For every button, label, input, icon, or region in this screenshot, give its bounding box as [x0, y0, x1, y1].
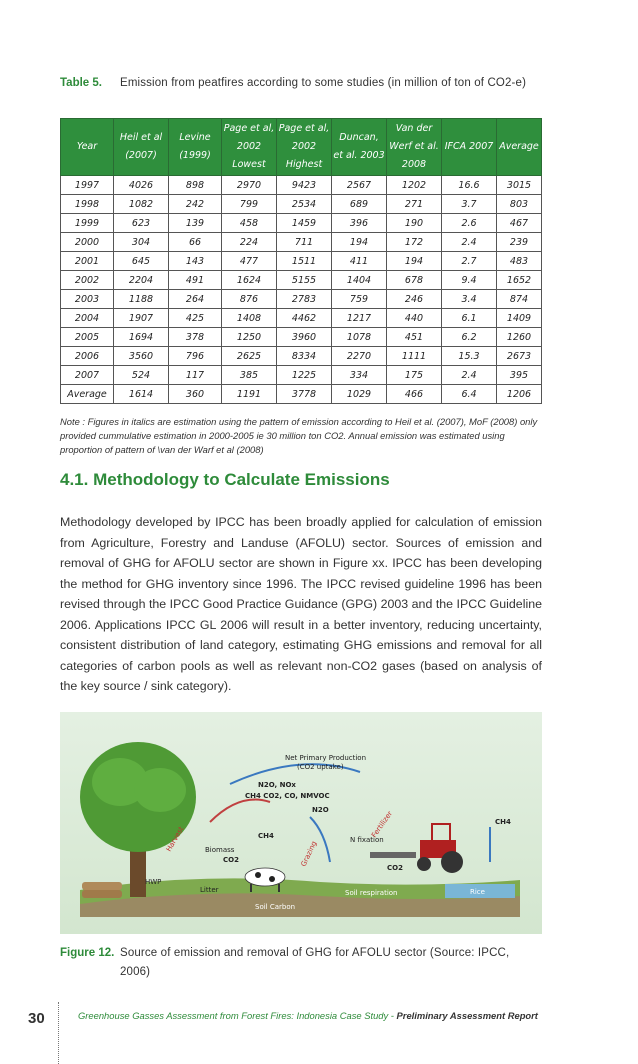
table-cell: 2002 [61, 271, 114, 290]
table-cell: 1191 [222, 385, 277, 404]
footer-divider [58, 1002, 59, 1064]
table-cell: 1408 [222, 309, 277, 328]
page-number: 30 [28, 1010, 45, 1027]
table-row [61, 214, 542, 233]
table-cell: 458 [222, 214, 277, 233]
table-row [61, 233, 542, 252]
table-cell: 2970 [222, 176, 277, 195]
table-cell: 874 [497, 290, 542, 309]
table-cell: 645 [114, 252, 169, 271]
table-cell: Average [61, 385, 114, 404]
n2o-label: N2O [312, 806, 329, 814]
table-cell: 2567 [332, 176, 387, 195]
section-heading: 4.1. Methodology to Calculate Emissions [60, 470, 390, 489]
table-row [61, 271, 542, 290]
table-cell: 2.7 [442, 252, 497, 271]
table-cell: 440 [387, 309, 442, 328]
harvest-label: Harvest [164, 825, 186, 853]
table-header-cell: Year [61, 119, 114, 176]
table-row [61, 309, 542, 328]
table-cell: 194 [332, 233, 387, 252]
table-cell: 2001 [61, 252, 114, 271]
table-cell: 117 [169, 366, 222, 385]
table-cell: 175 [387, 366, 442, 385]
table-cell: 1998 [61, 195, 114, 214]
table-cell: 803 [497, 195, 542, 214]
npp-label: Net Primary Production [285, 754, 367, 762]
table-cell: 2204 [114, 271, 169, 290]
table-cell: 242 [169, 195, 222, 214]
table-cell: 477 [222, 252, 277, 271]
table-header-cell: Van der Werf et al. 2008 [387, 119, 442, 176]
footer-text [78, 1010, 538, 1021]
table-cell: 143 [169, 252, 222, 271]
gases-label: N2O, NOx [258, 781, 296, 789]
table-cell: 1260 [497, 328, 542, 347]
table-cell: 1459 [277, 214, 332, 233]
table-row [61, 290, 542, 309]
table-cell: 1614 [114, 385, 169, 404]
table-cell: 425 [169, 309, 222, 328]
table-cell: 2004 [61, 309, 114, 328]
table-cell: 4462 [277, 309, 332, 328]
table-cell: 3960 [277, 328, 332, 347]
table-header-cell: Page et al, 2002 Highest [277, 119, 332, 176]
table-cell: 1999 [61, 214, 114, 233]
table-cell: 2673 [497, 347, 542, 366]
hwp-label: HWP [145, 878, 162, 886]
rice-label: Rice [470, 888, 485, 896]
figure-caption [60, 944, 542, 982]
table-cell: 3015 [497, 176, 542, 195]
table-cell: 3.7 [442, 195, 497, 214]
table-cell: 9423 [277, 176, 332, 195]
table-cell: 1217 [332, 309, 387, 328]
table-caption-label: Table 5. [60, 77, 102, 89]
table-cell: 451 [387, 328, 442, 347]
biomass-label: Biomass [205, 846, 235, 854]
table-cell: 491 [169, 271, 222, 290]
table-header-row [61, 119, 542, 176]
figure-caption-text: Source of emission and removal of GHG for AFOLU sector (Source: IPCC, 2006) [120, 947, 510, 978]
grazing-label: Grazing [299, 839, 319, 868]
table-header-cell: IFCA 2007 [442, 119, 497, 176]
table-cell: 1907 [114, 309, 169, 328]
table-cell: 271 [387, 195, 442, 214]
table-cell: 6.1 [442, 309, 497, 328]
table-caption [60, 74, 542, 93]
table-header-cell: Page et al, 2002 Lowest [222, 119, 277, 176]
ch4-left-label: CH4 [258, 832, 274, 840]
table-cell: 15.3 [442, 347, 497, 366]
figure-caption-label: Figure 12. [60, 947, 115, 959]
table-caption-text: Emission from peatfires according to some studies (in million of ton of CO2-e) [120, 77, 527, 89]
table-cell: 711 [277, 233, 332, 252]
table-cell: 2270 [332, 347, 387, 366]
afolu-illustration [60, 712, 542, 934]
table-cell: 264 [169, 290, 222, 309]
table-cell: 239 [497, 233, 542, 252]
section-body: Methodology developed by IPCC has been broadly applied for calculation of emission from Agriculture, Forestry and Landuse (AFOLU) sector. Sources of emission and removal of GHG for AFOLU sector are shown in Figure xx. IPCC has been developing the method for GHG inventory since 1996. The IPCC revised guideline 1996 has been revised through the IPCC Good Practice Guidance (GPG) 2003 and the IPCC Guideline 2006. Applications IPCC GL 2006 will result in a better inventory, reducing uncertainty, consistent distribution of land category, estimating GHG emissions and removal for all categories of carbon pools as well as relevant non-CO2 gases (based on analysis of the key source / sink category). [60, 515, 542, 693]
table-cell: 411 [332, 252, 387, 271]
table-header-cell: Heil et al (2007) [114, 119, 169, 176]
table-row [61, 328, 542, 347]
table-cell: 483 [497, 252, 542, 271]
table-cell: 5155 [277, 271, 332, 290]
table-cell: 8334 [277, 347, 332, 366]
table-cell: 1202 [387, 176, 442, 195]
gases2-label: CH4 CO2, CO, NMVOC [245, 792, 330, 800]
table-cell: 224 [222, 233, 277, 252]
table-cell: 360 [169, 385, 222, 404]
table-cell: 1997 [61, 176, 114, 195]
table-cell: 2.6 [442, 214, 497, 233]
table-cell: 689 [332, 195, 387, 214]
table-cell: 304 [114, 233, 169, 252]
table-cell: 3778 [277, 385, 332, 404]
table-cell: 1511 [277, 252, 332, 271]
table-cell: 396 [332, 214, 387, 233]
litter-label: Litter [200, 886, 219, 894]
table-cell: 2000 [61, 233, 114, 252]
table-cell: 9.4 [442, 271, 497, 290]
table-cell: 1404 [332, 271, 387, 290]
table-row [61, 195, 542, 214]
table-cell: 2005 [61, 328, 114, 347]
table-cell: 3.4 [442, 290, 497, 309]
table-cell: 799 [222, 195, 277, 214]
table-cell: 6.4 [442, 385, 497, 404]
table-cell: 467 [497, 214, 542, 233]
table-cell: 395 [497, 366, 542, 385]
table-cell: 524 [114, 366, 169, 385]
ch4-right-label: CH4 [495, 818, 511, 826]
table-cell: 6.2 [442, 328, 497, 347]
table-cell: 1694 [114, 328, 169, 347]
table-row [61, 176, 542, 195]
table-header-cell: Levine (1999) [169, 119, 222, 176]
soil-respiration-label: Soil respiration [345, 889, 398, 897]
table-cell: 1082 [114, 195, 169, 214]
footer-bold: Preliminary Assessment Report [396, 1010, 538, 1021]
table-cell: 194 [387, 252, 442, 271]
table-cell: 4026 [114, 176, 169, 195]
table-row [61, 366, 542, 385]
table-cell: 2.4 [442, 233, 497, 252]
table-cell: 1652 [497, 271, 542, 290]
table-cell: 796 [169, 347, 222, 366]
table-cell: 2534 [277, 195, 332, 214]
table-cell: 2006 [61, 347, 114, 366]
table-cell: 2007 [61, 366, 114, 385]
table-cell: 139 [169, 214, 222, 233]
table-cell: 1250 [222, 328, 277, 347]
table-cell: 2003 [61, 290, 114, 309]
table-cell: 466 [387, 385, 442, 404]
table-header-cell: Average [497, 119, 542, 176]
table-header-cell: Duncan, et al. 2003 [332, 119, 387, 176]
table-cell: 898 [169, 176, 222, 195]
soil-carbon-label: Soil Carbon [255, 903, 296, 911]
table-cell: 1078 [332, 328, 387, 347]
table-cell: 385 [222, 366, 277, 385]
table-cell: 623 [114, 214, 169, 233]
table-cell: 1188 [114, 290, 169, 309]
afolu-figure [60, 712, 542, 934]
table-cell: 3560 [114, 347, 169, 366]
table-body [61, 176, 542, 404]
table-cell: 678 [387, 271, 442, 290]
table-cell: 1029 [332, 385, 387, 404]
table-cell: 16.6 [442, 176, 497, 195]
table-cell: 2.4 [442, 366, 497, 385]
table-cell: 1225 [277, 366, 332, 385]
table-cell: 759 [332, 290, 387, 309]
table-cell: 172 [387, 233, 442, 252]
table-cell: 1206 [497, 385, 542, 404]
table-row [61, 385, 542, 404]
table-cell: 1111 [387, 347, 442, 366]
co2-left-label: CO2 [223, 856, 239, 864]
table-note: Note : Figures in italics are estimation using the pattern of emission according to Heil et al. (2007), MoF (2008) only provided cummulative estimation in 2000-2005 ie 30 million ton CO2. Annual emission was estimated using proportion of pattern of \van der Warf et al (2008) [60, 416, 538, 455]
emission-table [60, 118, 542, 404]
table-cell: 2625 [222, 347, 277, 366]
table-cell: 1409 [497, 309, 542, 328]
log-pile [82, 882, 122, 890]
table-cell: 246 [387, 290, 442, 309]
fertilizer-label: Fertilizer [370, 809, 395, 840]
table-row [61, 252, 542, 271]
table-cell: 334 [332, 366, 387, 385]
table-cell: 1624 [222, 271, 277, 290]
npp-sub-label: (CO2 uptake) [297, 763, 344, 771]
table-cell: 190 [387, 214, 442, 233]
n-fixation-label: N fixation [350, 836, 384, 844]
cow-shape [245, 868, 285, 886]
table-row [61, 347, 542, 366]
co2-mid-label: CO2 [387, 864, 403, 872]
table-cell: 876 [222, 290, 277, 309]
table-cell: 66 [169, 233, 222, 252]
table-cell: 2783 [277, 290, 332, 309]
table-cell: 378 [169, 328, 222, 347]
footer-title: Greenhouse Gasses Assessment from Forest Fires: Indonesia Case Study - [78, 1010, 397, 1021]
